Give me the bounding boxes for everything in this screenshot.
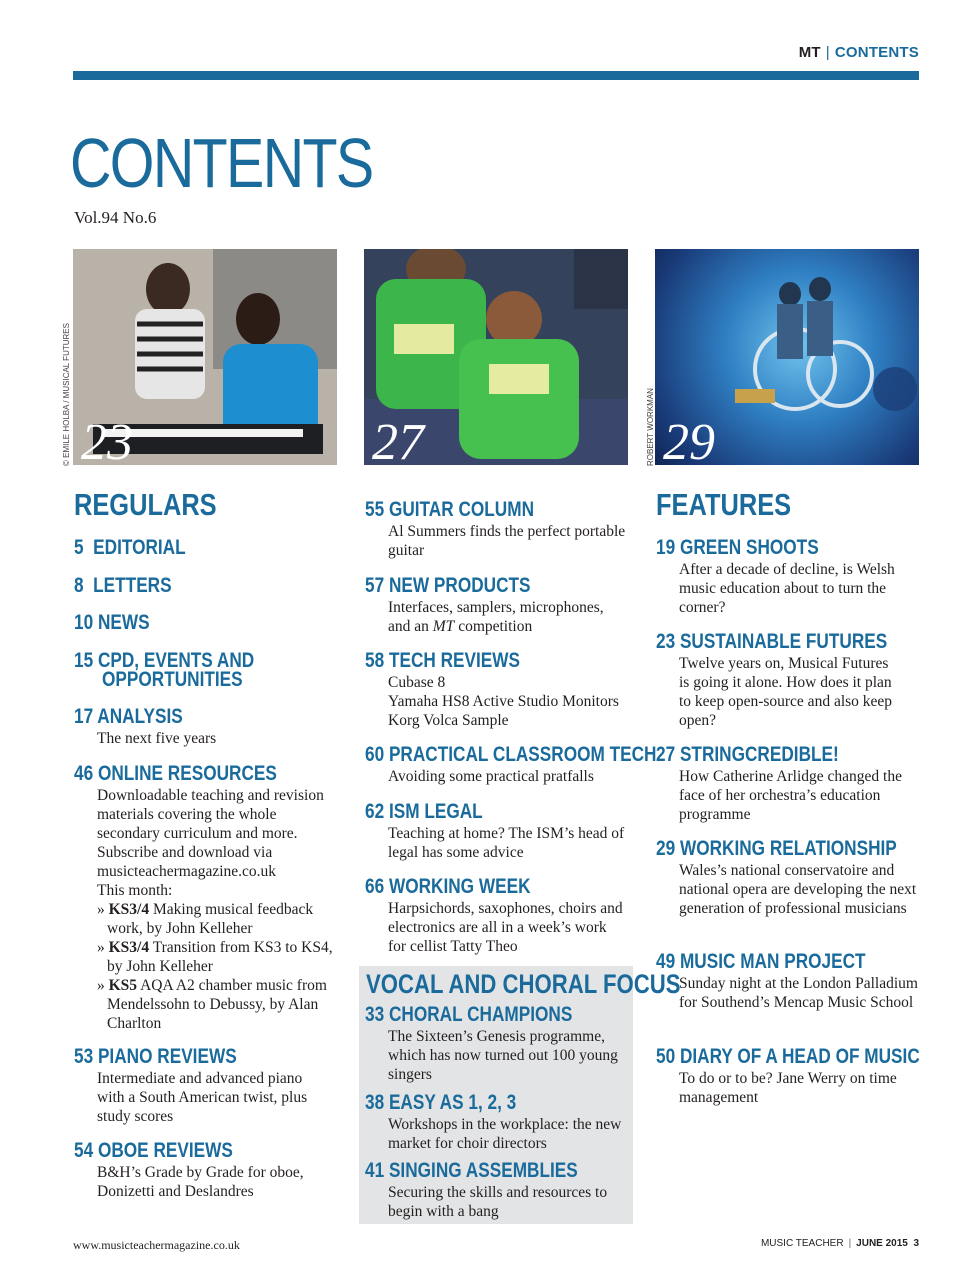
entry-desc: Avoiding some practical pratfalls xyxy=(388,768,594,785)
toc-entry[interactable] xyxy=(656,745,918,824)
toc-entry[interactable] xyxy=(74,576,193,595)
entry-title: ANALYSIS xyxy=(97,705,183,728)
entry-desc: Securing the skills and resources to begin with a bang xyxy=(388,1184,608,1220)
bullet-tag: KS5 xyxy=(108,977,138,994)
magazine-abbrev: MT xyxy=(798,44,821,61)
entry-page: 60 xyxy=(365,743,385,766)
bullet-tag: KS3/4 xyxy=(108,939,150,956)
entry-title: NEWS xyxy=(97,611,150,634)
entry-page: 57 xyxy=(365,574,385,597)
entry-title: STRINGCREDIBLE! xyxy=(679,743,839,766)
toc-entry[interactable] xyxy=(365,576,627,636)
entry-title: EASY AS 1, 2, 3 xyxy=(388,1091,517,1114)
entry-page: 29 xyxy=(656,837,676,860)
volume-label: Vol.94 No.6 xyxy=(74,208,157,227)
toc-entry[interactable] xyxy=(74,538,210,557)
photo-page-23 xyxy=(73,249,337,465)
entry-page: 53 xyxy=(74,1045,94,1068)
regulars-heading: REGULARS xyxy=(74,487,217,522)
entry-title: CPD, EVENTS AND xyxy=(97,649,255,672)
entry-title: PRACTICAL CLASSROOM TECH xyxy=(388,743,657,766)
focus-heading: VOCAL AND CHORAL FOCUS xyxy=(366,969,681,999)
toc-entry[interactable] xyxy=(74,1141,332,1201)
entry-desc-line: Korg Volca Sample xyxy=(388,712,509,729)
entry-title: SUSTAINABLE FUTURES xyxy=(679,630,888,653)
entry-desc: After a decade of decline, is Welsh music education about to turn the corner? xyxy=(679,561,895,616)
toc-entry[interactable] xyxy=(365,1093,627,1153)
entry-page: 8 xyxy=(74,574,84,597)
entry-title: OBOE REVIEWS xyxy=(97,1139,233,1162)
page-title: CONTENTS xyxy=(70,124,373,202)
photo-page-27 xyxy=(364,249,628,465)
entry-title: ONLINE RESOURCES xyxy=(97,762,277,785)
entry-desc: The Sixteen’s Genesis programme, which has now turned out 100 young singers xyxy=(388,1028,618,1083)
toc-entry[interactable] xyxy=(74,1047,332,1126)
entry-page: 33 xyxy=(365,1003,385,1026)
photo-page-number: 27 xyxy=(372,414,424,465)
photo-page-29 xyxy=(655,249,919,465)
entry-page: 54 xyxy=(74,1139,94,1162)
entry-page: 46 xyxy=(74,762,94,785)
photo-page-number: 23 xyxy=(81,414,133,465)
entry-title: LETTERS xyxy=(93,574,172,597)
entry-title: WORKING RELATIONSHIP xyxy=(679,837,897,860)
entry-desc: Twelve years on, Musical Futures is going it alone. How does it plan to keep open-source and also keep open? xyxy=(679,655,893,729)
entry-page: 62 xyxy=(365,800,385,823)
entry-page: 41 xyxy=(365,1159,385,1182)
entry-page: 15 xyxy=(74,649,94,672)
list-item: » KS3/4 Making musical feedback work, by John Kelleher xyxy=(97,901,314,937)
toc-entry[interactable] xyxy=(656,1047,918,1107)
entry-desc: To do or to be? Jane Werry on time management xyxy=(679,1070,897,1106)
entry-page: 27 xyxy=(656,743,676,766)
entry-page: 38 xyxy=(365,1091,385,1114)
entry-title: EDITORIAL xyxy=(93,536,186,559)
toc-entry[interactable] xyxy=(365,877,627,956)
entry-title: GUITAR COLUMN xyxy=(388,498,535,521)
section-tag: MT | CONTENTS xyxy=(798,44,919,61)
page-number: 3 xyxy=(913,1238,919,1249)
entry-desc: Wales’s national conservatoire and national opera are developing the next generation of professional musicians xyxy=(679,862,917,917)
toc-entry[interactable] xyxy=(74,764,342,1033)
entry-desc: Downloadable teaching and revision materials covering the whole secondary curriculum and more. Subscribe and download via musicteachermagazine.co.uk xyxy=(97,787,324,880)
toc-entry[interactable] xyxy=(74,651,294,689)
footer-folio: MUSIC TEACHER | JUNE 2015 3 xyxy=(760,1238,919,1249)
entry-desc: Sunday night at the London Palladium for Southend’s Mencap Music School xyxy=(679,975,918,1011)
entry-page: 66 xyxy=(365,875,385,898)
toc-entry[interactable] xyxy=(365,500,627,560)
toc-entry[interactable] xyxy=(365,651,635,730)
toc-entry[interactable] xyxy=(365,1161,627,1221)
entry-desc-line: Cubase 8 xyxy=(388,674,446,691)
entry-title: MUSIC MAN PROJECT xyxy=(679,950,866,973)
entry-page: 50 xyxy=(656,1045,676,1068)
entry-page: 5 xyxy=(74,536,84,559)
footer-magazine: MUSIC TEACHER xyxy=(760,1238,844,1249)
toc-entry[interactable] xyxy=(365,743,657,786)
toc-entry[interactable] xyxy=(365,802,627,862)
entry-title: ISM LEGAL xyxy=(388,800,483,823)
bullet-text: AQA A2 chamber music from Mendelssohn to Debussy, by Alan Charlton xyxy=(107,977,327,1032)
bullet-tag: KS3/4 xyxy=(108,901,150,918)
entry-desc: Interfaces, samplers, microphones, and an MT competition xyxy=(388,599,604,635)
bullet-text: Making musical feedback work, by John Kelleher xyxy=(107,901,314,937)
entry-title: SINGING ASSEMBLIES xyxy=(388,1159,578,1182)
header-rule xyxy=(73,71,919,80)
entry-title: NEW PRODUCTS xyxy=(388,574,531,597)
entry-title: GREEN SHOOTS xyxy=(679,536,819,559)
toc-entry[interactable] xyxy=(365,1005,627,1084)
footer-issue: JUNE 2015 xyxy=(856,1238,908,1249)
entry-page: 23 xyxy=(656,630,676,653)
toc-entry[interactable] xyxy=(74,613,166,632)
entry-desc: Teaching at home? The ISM’s head of legal has some advice xyxy=(388,825,625,861)
entry-title: PIANO REVIEWS xyxy=(97,1045,237,1068)
list-item: » KS3/4 Transition from KS3 to KS4, by John Kelleher xyxy=(97,939,333,975)
list-item: » KS5 AQA A2 chamber music from Mendelssohn to Debussy, by Alan Charlton xyxy=(97,977,327,1032)
toc-entry[interactable] xyxy=(656,632,918,730)
photo-credit-3: ROBERT WORKMAN xyxy=(646,388,655,466)
entry-desc: How Catherine Arlidge changed the face of her orchestra’s education programme xyxy=(679,768,902,823)
photo-page-number: 29 xyxy=(663,414,715,465)
bullet-text: Transition from KS3 to KS4, by John Kelleher xyxy=(107,939,333,975)
entry-title: DIARY OF A HEAD OF MUSIC xyxy=(679,1045,920,1068)
entry-desc-line: Yamaha HS8 Active Studio Monitors xyxy=(388,693,619,710)
entry-desc: Harpsichords, saxophones, choirs and electronics are all in a week’s work for cellist Tatty Theo xyxy=(388,900,623,955)
toc-entry[interactable] xyxy=(656,839,918,918)
photo-credit-1: © EMILE HOLBA / MUSICAL FUTURES xyxy=(62,323,71,466)
entry-page: 10 xyxy=(74,611,94,634)
entry-desc: B&H’s Grade by Grade for oboe, Donizetti and Deslandres xyxy=(97,1164,304,1200)
features-heading: FEATURES xyxy=(656,487,792,522)
entry-title: TECH REVIEWS xyxy=(388,649,521,672)
entry-page: 19 xyxy=(656,536,676,559)
entry-title: WORKING WEEK xyxy=(388,875,531,898)
entry-desc: The next five years xyxy=(97,730,217,747)
entry-page: 49 xyxy=(656,950,676,973)
entry-desc: Intermediate and advanced piano with a South American twist, plus study scores xyxy=(97,1070,308,1125)
entry-title-cont: OPPORTUNITIES xyxy=(102,668,243,691)
entry-desc: Al Summers finds the perfect portable guitar xyxy=(388,523,626,559)
toc-entry[interactable] xyxy=(74,707,344,748)
toc-entry[interactable] xyxy=(656,538,918,617)
this-month-label: This month: xyxy=(97,882,173,899)
entry-desc: Workshops in the workplace: the new market for choir directors xyxy=(388,1116,622,1152)
footer-url[interactable]: www.musicteachermagazine.co.uk xyxy=(73,1238,240,1252)
entry-page: 58 xyxy=(365,649,385,672)
entry-page: 17 xyxy=(74,705,94,728)
section-label: CONTENTS xyxy=(834,44,919,61)
toc-entry[interactable] xyxy=(656,952,918,1012)
entry-title: CHORAL CHAMPIONS xyxy=(388,1003,573,1026)
entry-page: 55 xyxy=(365,498,385,521)
